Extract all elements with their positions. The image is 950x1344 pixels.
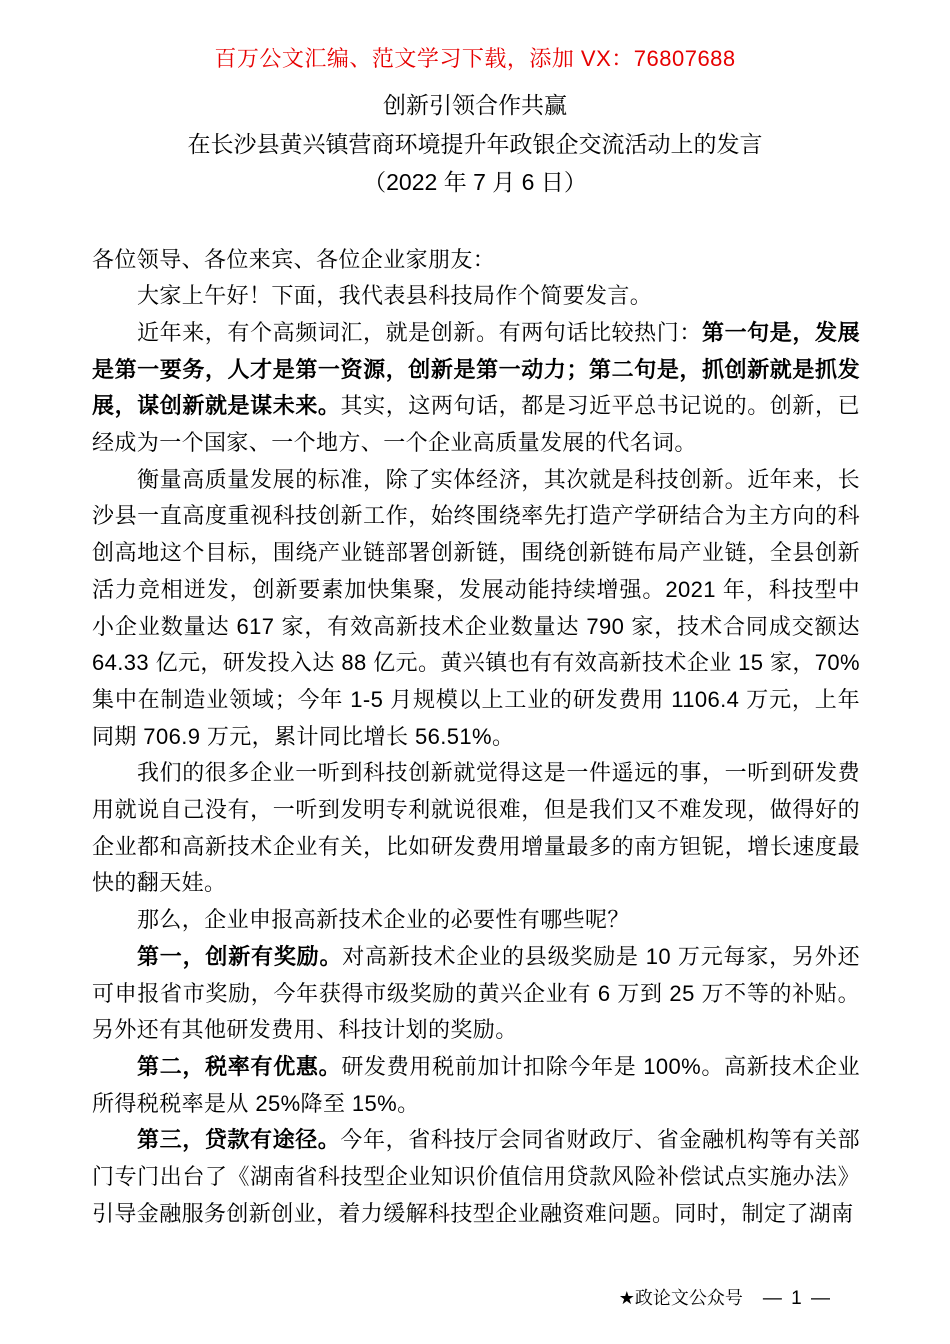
paragraph-9 <box>92 1122 860 1232</box>
paragraph-2 <box>92 278 860 315</box>
text-run: 那么，企业申报高新技术企业的必要性有哪些呢？ <box>137 907 630 933</box>
text-run: 其实，这两句话，都是习近平总书记说的。创新，已经成为一个国家、一个地方、一个企业高质量发展的代名词。 <box>92 393 860 456</box>
paragraph-1 <box>92 242 860 279</box>
page-footer <box>619 1287 832 1310</box>
bold-text-run: 第三，贷款有途径。 <box>137 1127 341 1153</box>
paragraph-6 <box>92 902 860 939</box>
text-run: 衡量高质量发展的标准，除了实体经济，其次就是科技创新。近年来，长沙县一直高度重视科技创新工作，始终围绕率先打造产学研结合为主方向的科创高地这个目标，围绕产业链部署创新链，围绕创新链布局产业链，全县创新活力竞相迸发，创新要素加快集聚，发展动能持续增强。2021 年，科技型中小企业数量达 617 家，有效高新技术企业数量达 790 家，技术合同成交额达 64.33 亿元，研发投入达 88 亿元。黄兴镇也有有效高新技术企业 15 家，70%集中在制造业领域；今年 1-5 月规模以上工业的研发费用 1106.4 万元，上年同期 706.9 万元，累计同比增长 56.51%。 <box>92 466 860 749</box>
bold-text-run: 第一句是，发展是第一要务，人才是第一资源，创新是第一动力；第二句是，抓创新就是抓发展，谋创新就是谋未来。 <box>92 319 860 419</box>
title-block <box>0 86 950 202</box>
text-run: 今年，省科技厅会同省财政厅、省金融机构等有关部门专门出台了《湖南省科技型企业知识价值信用贷款风险补偿试点实施办法》引导金融服务创新创业，着力缓解科技型企业融资难问题。同时，制定了湖南 <box>92 1127 860 1226</box>
page-number: — 1 — <box>762 1288 832 1309</box>
paragraph-8 <box>92 1049 860 1122</box>
text-run: 近年来，有个高频词汇，就是创新。有两句话比较热门： <box>137 319 702 345</box>
document-subtitle: 在长沙县黄兴镇营商环境提升年政银企交流活动上的发言 <box>187 130 763 157</box>
document-body <box>92 242 860 1233</box>
document-date: （2022 年 7 月 6 日） <box>363 169 587 195</box>
paragraph-4 <box>92 462 860 756</box>
paragraph-7 <box>92 939 860 1049</box>
text-run: 各位领导、各位来宾、各位企业家朋友： <box>92 246 496 272</box>
promo-banner: 百万公文汇编、范文学习下载，添加 VX：76807688 <box>214 46 736 71</box>
watermark-label: ★政论文公众号 <box>618 1288 743 1308</box>
paragraph-3 <box>92 315 860 462</box>
text-run: 我们的很多企业一听到科技创新就觉得这是一件遥远的事，一听到研发费用就说自己没有，一听到发明专利就说很难，但是我们又不难发现，做得好的企业都和高新技术企业有关，比如研发费用增量最多的南方钽铌，增长速度最快的翻天娃。 <box>92 760 860 896</box>
document-title: 创新引领合作共赢 <box>383 92 567 118</box>
bold-text-run: 第一，创新有奖励。 <box>137 943 343 969</box>
bold-text-run: 第二，税率有优惠。 <box>137 1053 342 1079</box>
paragraph-5 <box>92 755 860 902</box>
text-run: 研发费用税前加计扣除今年是 100%。高新技术企业所得税税率是从 25%降至 15%。 <box>92 1053 860 1116</box>
text-run: 大家上午好！下面，我代表县科技局作个简要发言。 <box>137 283 653 309</box>
text-run: 对高新技术企业的县级奖励是 10 万元每家，另外还可申报省市奖励，今年获得市级奖励的黄兴企业有 6 万到 25 万不等的补贴。另外还有其他研发费用、科技计划的奖励。 <box>92 943 860 1043</box>
